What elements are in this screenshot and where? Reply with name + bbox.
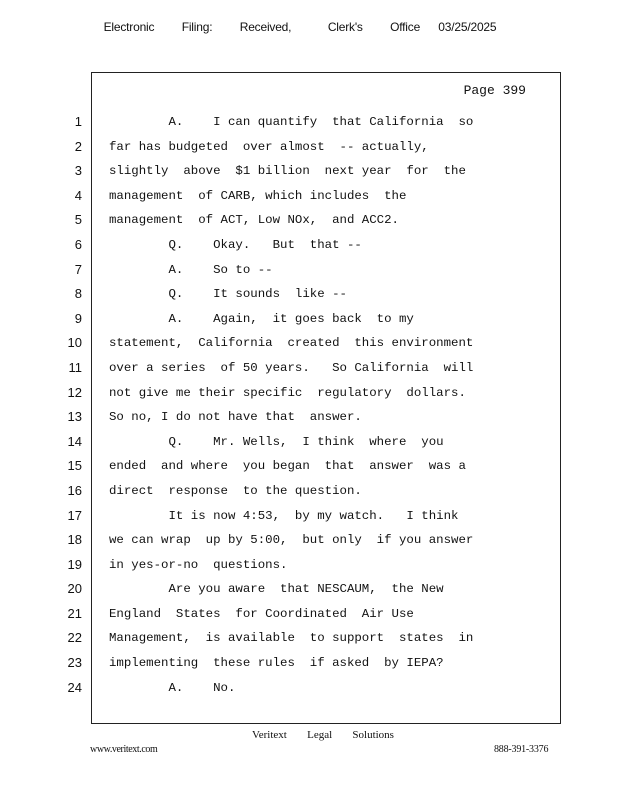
transcript-line xyxy=(0,208,618,233)
line-number: 23 xyxy=(67,655,82,671)
line-number: 10 xyxy=(67,335,82,351)
line-number: 2 xyxy=(74,138,82,154)
line-text: ended and where you began that answer was a xyxy=(109,459,466,474)
line-text: It is now 4:53, by my watch. I think xyxy=(109,508,459,523)
line-text: implementing these rules if asked by IEPA? xyxy=(109,656,444,671)
transcript-line xyxy=(0,553,618,578)
transcript-line xyxy=(0,159,618,184)
transcript-line xyxy=(0,258,618,283)
transcript-line xyxy=(0,454,618,479)
transcript-lines xyxy=(0,110,618,700)
footer-company: Veritext Legal Solutions xyxy=(252,729,394,741)
transcript-line xyxy=(0,331,618,356)
line-number: 24 xyxy=(67,679,82,695)
transcript-line xyxy=(0,626,618,651)
line-text: not give me their specific regulatory dollars. xyxy=(109,385,466,400)
line-number: 3 xyxy=(74,163,82,179)
line-text: Q. It sounds like -- xyxy=(109,287,347,302)
line-number: 6 xyxy=(74,236,82,252)
transcript-line xyxy=(0,282,618,307)
line-number: 8 xyxy=(74,286,82,302)
line-number: 5 xyxy=(74,212,82,228)
line-number: 15 xyxy=(67,458,82,474)
transcript-line xyxy=(0,135,618,160)
line-number: 11 xyxy=(68,359,82,375)
line-number: 19 xyxy=(67,556,82,572)
transcript-line xyxy=(0,602,618,627)
line-number: 14 xyxy=(67,433,82,449)
line-number: 20 xyxy=(67,581,82,597)
line-number: 9 xyxy=(74,310,82,326)
line-text: slightly above $1 billion next year for the xyxy=(109,164,466,179)
line-number: 16 xyxy=(67,482,82,498)
line-text: So no, I do not have that answer. xyxy=(109,410,362,425)
line-text: Q. Mr. Wells, I think where you xyxy=(109,434,444,449)
transcript-line xyxy=(0,479,618,504)
line-number: 21 xyxy=(67,605,82,621)
transcript-line xyxy=(0,356,618,381)
line-number: 18 xyxy=(67,532,82,548)
line-number: 7 xyxy=(74,261,82,277)
transcript-line xyxy=(0,528,618,553)
footer-phone: 888-391-3376 xyxy=(494,744,549,755)
footer-website: www.veritext.com xyxy=(90,744,158,755)
transcript-line xyxy=(0,676,618,701)
line-text: A. No. xyxy=(109,680,236,695)
transcript-line xyxy=(0,381,618,406)
page-number: Page 399 xyxy=(463,83,526,98)
line-text: A. I can quantify that California so xyxy=(109,115,474,129)
transcript-line xyxy=(0,651,618,676)
line-text: far has budgeted over almost -- actually, xyxy=(109,139,429,154)
line-text: Q. Okay. But that -- xyxy=(109,237,362,252)
line-text: management of CARB, which includes the xyxy=(109,188,407,203)
line-text: over a series of 50 years. So California will xyxy=(109,360,474,375)
transcript-line xyxy=(0,577,618,602)
line-text: management of ACT, Low NOx, and ACC2. xyxy=(109,213,399,228)
line-text: England States for Coordinated Air Use xyxy=(109,606,414,621)
line-number: 12 xyxy=(67,384,82,400)
transcript-line xyxy=(0,405,618,430)
transcript-line xyxy=(0,184,618,209)
line-text: direct response to the question. xyxy=(109,483,362,498)
line-number: 22 xyxy=(67,630,82,646)
line-text: statement, California created this environment xyxy=(109,336,474,351)
transcript-line xyxy=(0,504,618,529)
line-text: Are you aware that NESCAUM, the New xyxy=(109,582,444,597)
transcript-line xyxy=(0,430,618,455)
transcript-line xyxy=(0,307,618,332)
line-text: we can wrap up by 5:00, but only if you answer xyxy=(109,533,474,548)
line-number: 4 xyxy=(74,187,82,203)
line-text: A. Again, it goes back to my xyxy=(109,311,414,326)
line-text: A. So to -- xyxy=(109,262,273,277)
transcript-line xyxy=(0,110,618,135)
line-text: Management, is available to support states in xyxy=(109,631,474,646)
line-number: 17 xyxy=(67,507,82,523)
line-text: in yes-or-no questions. xyxy=(109,557,288,572)
transcript-line xyxy=(0,233,618,258)
filing-stamp-header: Electronic Filing: Received, Clerk's Office 03/25/2025 xyxy=(103,20,497,34)
line-number: 13 xyxy=(67,409,82,425)
line-number: 1 xyxy=(74,114,82,129)
